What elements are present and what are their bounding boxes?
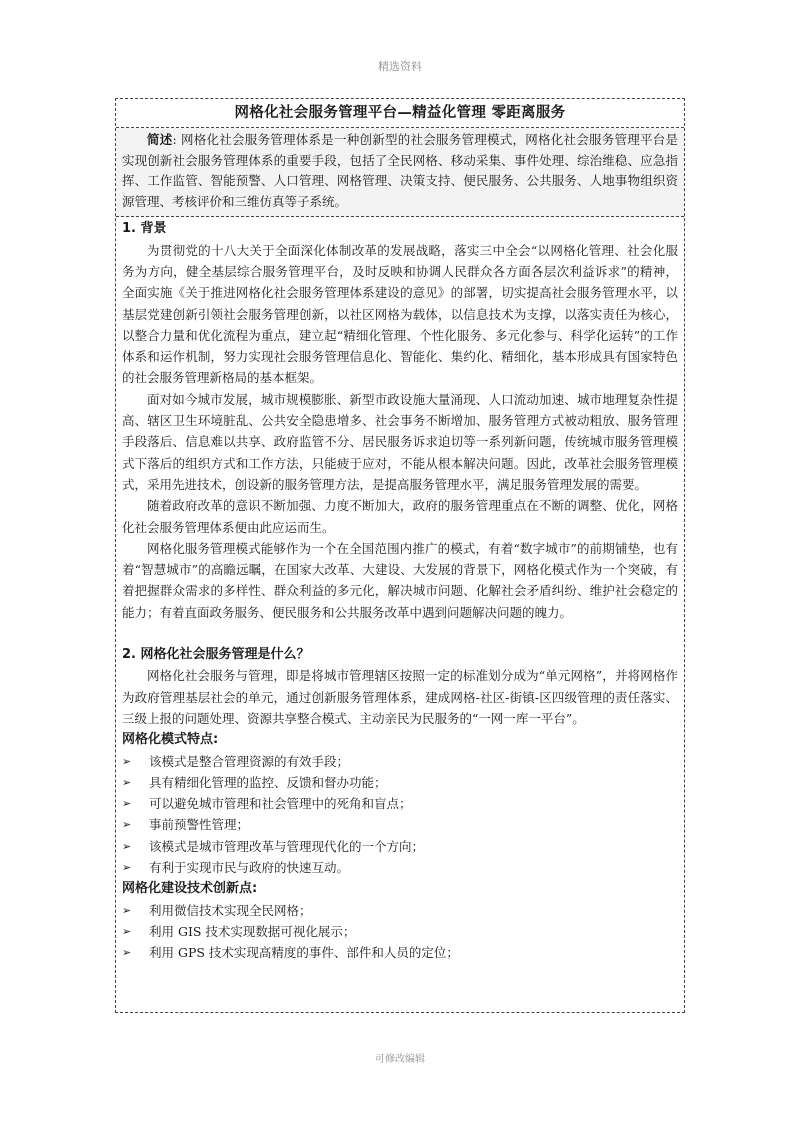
document-title: 网格化社会服务管理平台—精益化管理 零距离服务 — [116, 99, 684, 128]
background-paragraph-1: 为贯彻党的十八大关于全面深化体制改革的发展战略，落实三中全会“以网格化管理、社会化服务为方向，健全基层综合服务管理平台，及时反映和协调人民群众各方面各层次利益诉求”的精神，全面实施《关于推进网格化社会服务管理体系建设的意见》的部署，切实提高社会服务管理水平，以基层党建创新引领社会服务管理创新，以社区网格为载体，以信息技术为支撑，以落实责任为核心，以整合力量和优化流程为重点，建立起“精细化管理、个性化服务、多元化参与、科学化运转”的工作体系和运作机制，努力实现社会服务管理信息化、智能化、集约化、精细化，基本形成具有国家特色的社会服务管理新格局的基本框架。 — [122, 242, 678, 386]
arrow-bullet-icon: ➢ — [122, 797, 132, 811]
list-item — [122, 793, 678, 814]
background-paragraph-3: 随着政府改革的意识不断加强、力度不断加大，政府的服务管理重点在不断的调整、优化，网格化社会服务管理体系便由此应运而生。 — [122, 498, 678, 535]
arrow-bullet-icon: ➢ — [122, 924, 132, 938]
arrow-bullet-icon: ➢ — [122, 903, 132, 917]
arrow-bullet-icon: ➢ — [122, 818, 132, 832]
arrow-bullet-icon: ➢ — [122, 775, 132, 789]
list-item-text: 可以避免城市管理和社会管理中的死角和盲点； — [149, 796, 412, 812]
list-item-text: 该模式是城市管理改革与管理现代化的一个方向； — [149, 838, 425, 854]
list-item-text: 具有精细化管理的监控、反馈和督办功能； — [149, 774, 387, 790]
arrow-bullet-icon: ➢ — [122, 946, 132, 960]
arrow-bullet-icon: ➢ — [122, 754, 132, 768]
background-paragraph-4: 网格化服务管理模式能够作为一个在全国范围内推广的模式，有着“数字城市”的前期铺垫，也有着“智慧城市”的高瞻远瞩，在国家大改革、大建设、大发展的背景下，网格化模式作为一个突破，有着把握群众需求的多样性、群众利益的多元化，解决城市问题、化解社会矛盾纠纷、维护社会稳定的能力；有着直面政务服务、便民服务和公共服务改革中遇到问题解决问题的魄力。 — [122, 540, 678, 620]
arrow-bullet-icon: ➢ — [122, 839, 132, 853]
features-list — [122, 751, 678, 879]
list-item-text: 有利于实现市民与政府的快速互动。 — [149, 859, 350, 875]
arrow-bullet-icon: ➢ — [122, 860, 132, 874]
list-item — [122, 814, 678, 835]
list-item-text: 利用 GPS 技术实现高精度的事件、部件和人员的定位； — [149, 945, 459, 961]
list-item — [122, 921, 678, 942]
list-item — [122, 857, 678, 878]
list-item — [122, 836, 678, 857]
list-item-text: 利用微信技术实现全民网格； — [149, 902, 312, 918]
list-item-text: 事前预警性管理； — [149, 817, 250, 833]
list-item-text: 该模式是整合管理资源的有效手段； — [149, 753, 350, 769]
section-heading-what-is: 2. 网格化社会服务管理是什么？ — [122, 647, 310, 663]
list-item — [122, 751, 678, 772]
page-footer: 可修改编辑 — [375, 1054, 425, 1065]
innovation-heading: 网格化建设技术创新点: — [122, 881, 258, 897]
background-paragraph-2: 面对如今城市发展，城市规模膨胀、新型市政设施大量涌现、人口流动加速、城市地理复杂性提高、辖区卫生环境脏乱、公共安全隐患增多、社会事务不断增加、服务管理方式被动粗放、服务管理手段落后、信息难以共享、政府监管不分、居民服务诉求迫切等一系列新问题，传统城市服务管理模式下落后的组织方式和工作方法，只能疲于应对，不能从根本解决问题。因此，改革社会服务管理模式，采用先进技术，创设新的服务管理方法，是提高服务管理水平，满足服务管理发展的需要。 — [122, 391, 678, 492]
page-header: 精选资料 — [378, 60, 422, 73]
document-body — [116, 217, 684, 963]
list-item — [122, 942, 678, 963]
list-item — [122, 900, 678, 921]
list-item — [122, 772, 678, 793]
section-spacer — [122, 623, 678, 644]
what-is-paragraph: 网格化社会服务与管理，即是将城市管理辖区按照一定的标准划分成为“单元网格”，并将网格作为政府管理基层社会的单元，通过创新服务管理体系，建成网格-社区-街镇-区四级管理的责任落实、三级上报的问题处理、资源共享整合模式、主动亲民为民服务的“一网一库一平台”。 — [122, 668, 678, 726]
summary-block — [116, 128, 684, 217]
section-heading-background: 1. 背景 — [122, 221, 167, 237]
document-frame — [115, 98, 685, 1013]
summary-text: : 网格化社会服务管理体系是一种创新型的社会服务管理模式，网格化社会服务管理平台是实现创新社会服务管理体系的重要手段，包括了全民网格、移动采集、事件处理、综治维稳、应急指挥、工作监管、智能预警、人口管理、网格管理、决策支持、便民服务、公共服务、人地事物组织资源管理、考核评价和三维仿真等子系统。 — [122, 132, 678, 209]
features-heading: 网格化模式特点: — [122, 732, 219, 748]
summary-label: 简述 — [147, 132, 173, 147]
list-item-text: 利用 GIS 技术实现数据可视化展示； — [149, 923, 356, 939]
innovation-list — [122, 900, 678, 964]
